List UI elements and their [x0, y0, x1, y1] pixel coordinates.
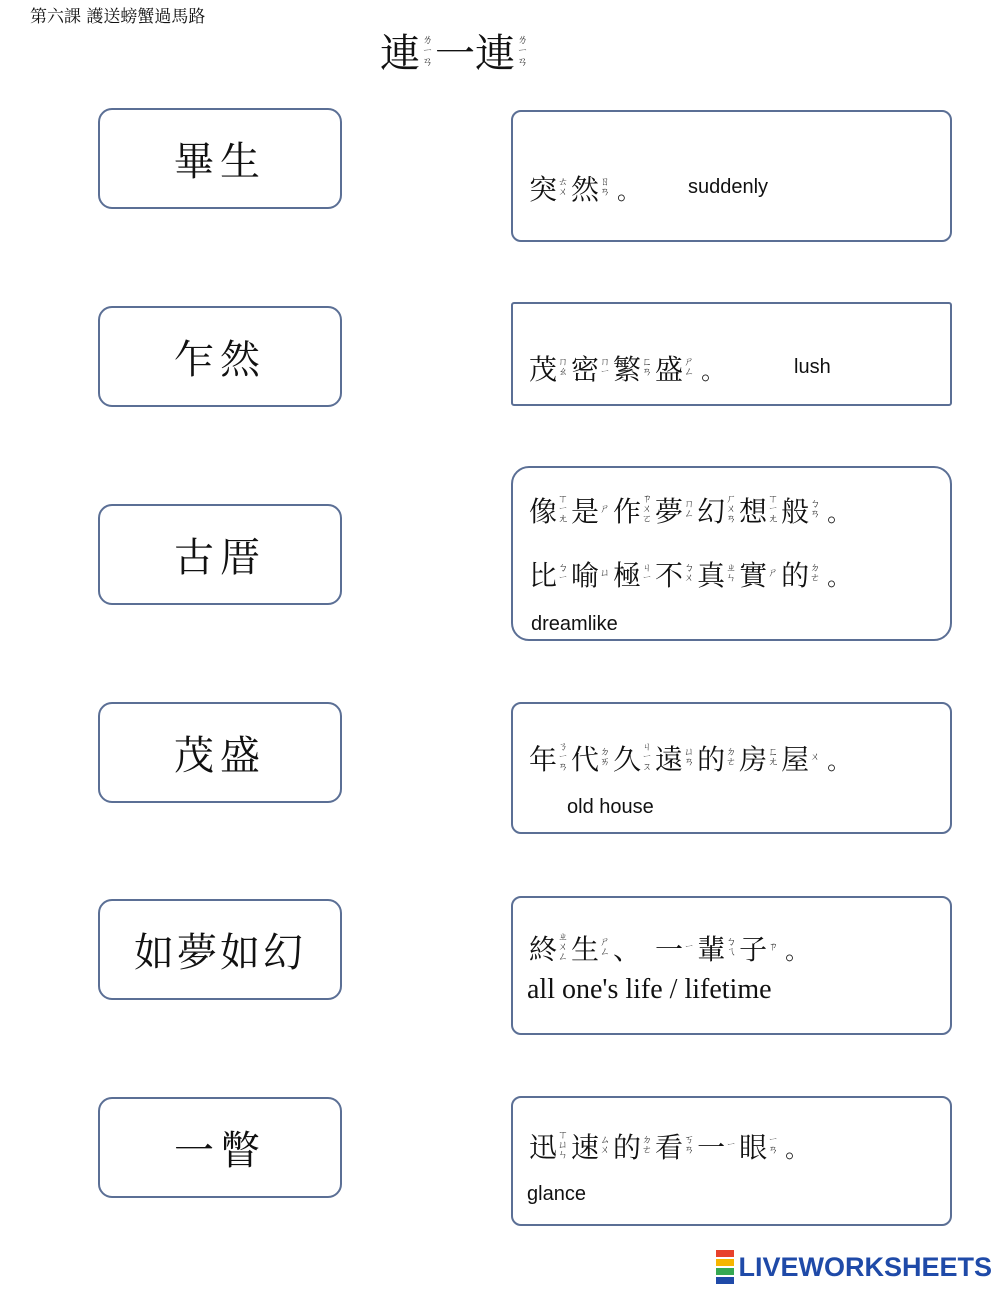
definition-english: suddenly [688, 176, 769, 198]
definition-char: 遠 [655, 743, 684, 776]
zhuyin: ㄨ [810, 752, 821, 763]
definition-english: old house [567, 796, 654, 818]
definition-char: 生 [571, 933, 600, 966]
definition-char: 茂 [529, 353, 558, 386]
title-char: 連 [475, 31, 515, 77]
definition-char: 實 [739, 559, 768, 592]
definition-char: 迅 [529, 1131, 558, 1164]
zhuyin: ㄧ [726, 1140, 737, 1151]
word-card-2[interactable]: 乍然 [98, 306, 342, 407]
zhuyin: ㄉ ㄜ [642, 1135, 653, 1156]
zhuyin: ㄧ [684, 942, 695, 953]
zhuyin: ㄅ ㄨ [684, 563, 695, 584]
zhuyin: ㄒ ㄧ ㄤ [558, 494, 569, 525]
title-char: 一 [435, 31, 475, 77]
liveworksheets-logo [716, 1249, 992, 1285]
definition-char: 久 [613, 743, 642, 776]
definition-char: 、 [613, 933, 642, 966]
definition-char: 的 [613, 1131, 642, 1164]
zhuyin: ㄧ ㄢ [768, 1135, 779, 1156]
brand-text: LIVEWORKSHEETS [738, 1251, 992, 1282]
definition-char: 眼 [739, 1131, 768, 1164]
zhuyin: ㄇ ㄠ [558, 357, 569, 378]
definition-char: 不 [655, 559, 684, 592]
zhuyin: ㄏ ㄨ ㄢ [726, 494, 737, 525]
definition-char: 一 [655, 933, 684, 966]
word-card-5[interactable]: 如夢如幻 [98, 899, 342, 1000]
definition-english: dreamlike [531, 613, 618, 635]
punctuation: 。 [827, 746, 852, 775]
zhuyin: ㄩ [600, 568, 611, 579]
punctuation: 。 [785, 1134, 810, 1163]
page-title [380, 22, 530, 79]
definition-char: 繁 [613, 353, 642, 386]
word-card-6[interactable]: 一瞥 [98, 1097, 342, 1198]
zhuyin: ㄕ [600, 504, 611, 515]
definition-card-3[interactable] [511, 466, 952, 641]
zhuyin: ㄉ ㄞ [600, 747, 611, 768]
zhuyin: ㄌ ㄧ ㄢ [422, 33, 433, 68]
definition-line [529, 738, 851, 778]
zhuyin: ㄓ ㄨ ㄥ [558, 932, 569, 963]
definition-line [529, 168, 641, 208]
definition-char: 密 [571, 353, 600, 386]
definition-char: 盛 [655, 353, 684, 386]
zhuyin: ㄌ ㄧ ㄢ [517, 33, 528, 68]
punctuation: 。 [827, 562, 852, 591]
definition-char: 喻 [571, 559, 600, 592]
definition-card-4[interactable] [511, 702, 952, 834]
definition-char: 然 [571, 173, 600, 206]
definition-char: 看 [655, 1131, 684, 1164]
definition-char: 一 [697, 1131, 726, 1164]
brand-icon [716, 1249, 734, 1285]
zhuyin: ㄇ ㄧ [600, 357, 611, 378]
brand-bar [716, 1259, 734, 1266]
definition-char: 想 [739, 495, 768, 528]
zhuyin: ㄎ ㄢ [684, 1135, 695, 1156]
definition-english: lush [794, 356, 831, 378]
zhuyin: ㄈ ㄤ [768, 747, 779, 768]
zhuyin: ㄙ ㄨ [600, 1135, 611, 1156]
title-char: 連 [380, 31, 420, 77]
definition-card-5[interactable] [511, 896, 952, 1035]
definition-char: 夢 [655, 495, 684, 528]
definition-line [529, 554, 851, 594]
brand-bar [716, 1250, 734, 1257]
definition-char: 比 [529, 559, 558, 592]
punctuation: 。 [701, 356, 726, 385]
definition-char: 幻 [697, 495, 726, 528]
definition-char: 極 [613, 559, 642, 592]
zhuyin: ㄕ [768, 568, 779, 579]
definition-char: 房 [739, 743, 768, 776]
zhuyin: ㄓ ㄣ [726, 563, 737, 584]
punctuation: 。 [617, 176, 642, 205]
definition-char: 年 [529, 743, 558, 776]
word-card-4[interactable]: 茂盛 [98, 702, 342, 803]
zhuyin: ㄉ ㄜ [726, 747, 737, 768]
zhuyin: ㄉ ㄜ [810, 563, 821, 584]
punctuation: 。 [827, 498, 852, 527]
zhuyin: ㄐ ㄧ ㄡ [642, 742, 653, 773]
zhuyin: ㄩ ㄢ [684, 747, 695, 768]
definition-char: 子 [739, 933, 768, 966]
definition-line [529, 490, 851, 530]
zhuyin: ㄋ ㄧ ㄢ [558, 742, 569, 773]
definition-char: 般 [781, 495, 810, 528]
definition-char: 屋 [781, 743, 810, 776]
zhuyin: ㄅ ㄟ [726, 937, 737, 958]
zhuyin: ㄒ ㄩ ㄣ [558, 1130, 569, 1161]
zhuyin: ㄗ [768, 942, 779, 953]
definition-english: glance [527, 1183, 586, 1205]
definition-char: 作 [613, 495, 642, 528]
definition-card-6[interactable] [511, 1096, 952, 1226]
zhuyin: ㄊ ㄨ [558, 177, 569, 198]
word-card-1[interactable]: 畢生 [98, 108, 342, 209]
definition-card-1[interactable] [511, 110, 952, 242]
definition-char: 輩 [697, 933, 726, 966]
zhuyin: ㄅ ㄢ [810, 499, 821, 520]
punctuation: 。 [785, 936, 810, 965]
brand-bar [716, 1268, 734, 1275]
definition-line [529, 348, 725, 388]
definition-char: 突 [529, 173, 558, 206]
zhuyin: ㄗ ㄨ ㄛ [642, 494, 653, 525]
zhuyin: ㄈ ㄢ [642, 357, 653, 378]
zhuyin: ㄕ ㄥ [600, 937, 611, 958]
zhuyin: ㄅ ㄧ [558, 563, 569, 584]
definition-char: 像 [529, 495, 558, 528]
zhuyin: ㄐ ㄧ [642, 563, 653, 584]
definition-char: 真 [697, 559, 726, 592]
lesson-header: 第六課 護送螃蟹過馬路 [30, 7, 206, 27]
definition-line [529, 1126, 809, 1166]
definition-char: 終 [529, 933, 558, 966]
definition-char: 的 [697, 743, 726, 776]
brand-bar [716, 1277, 734, 1284]
definition-char: 速 [571, 1131, 600, 1164]
definition-english: all one's life / lifetime [527, 974, 772, 1005]
zhuyin: ㄖ ㄢ [600, 177, 611, 198]
zhuyin: ㄕ ㄥ [684, 357, 695, 378]
definition-char: 代 [571, 743, 600, 776]
word-card-3[interactable]: 古厝 [98, 504, 342, 605]
zhuyin: ㄇ ㄥ [684, 499, 695, 520]
definition-line [529, 928, 809, 968]
zhuyin: ㄒ ㄧ ㄤ [768, 494, 779, 525]
definition-char: 的 [781, 559, 810, 592]
definition-card-2[interactable] [511, 302, 952, 406]
definition-char: 是 [571, 495, 600, 528]
